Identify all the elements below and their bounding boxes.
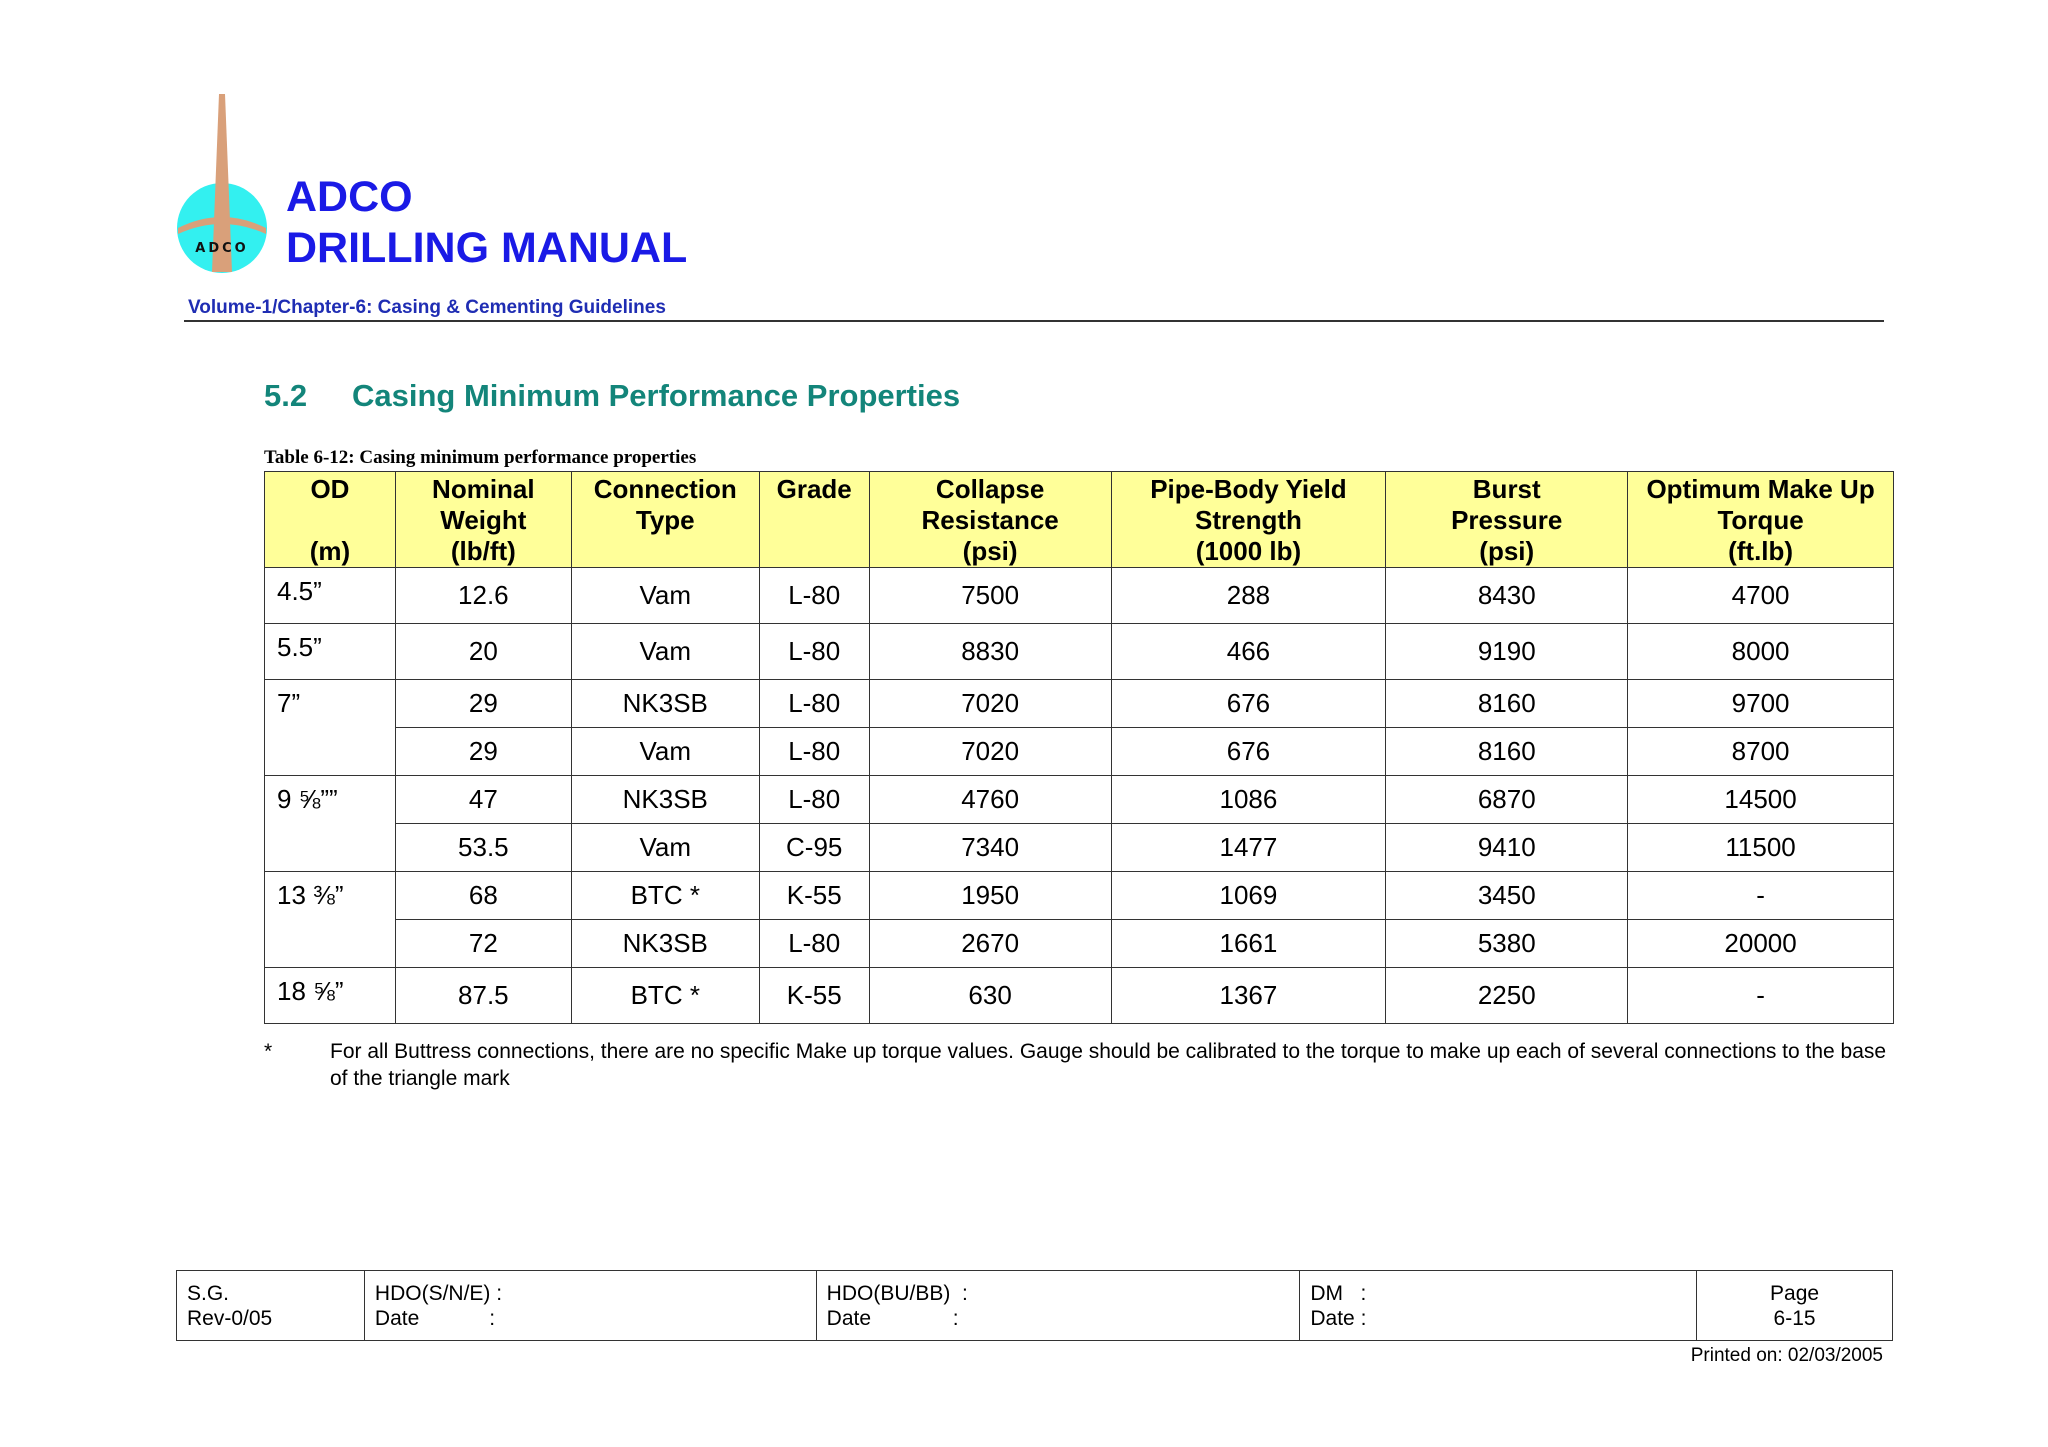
table-row: [265, 776, 1894, 824]
cell-od: 9 ⅝””: [265, 776, 396, 872]
cell-torque: 9700: [1628, 680, 1894, 728]
cell-burst: 8160: [1386, 680, 1628, 728]
table-row: [265, 680, 1894, 728]
col-header-burst: Burst Pressure (psi): [1386, 472, 1628, 568]
cell-grade: L-80: [759, 624, 869, 680]
cell-connection: Vam: [571, 624, 759, 680]
cell-yield: 288: [1111, 568, 1386, 624]
table-row: [265, 872, 1894, 920]
cell-od: 5.5”: [265, 624, 396, 680]
col-header-grade: Grade: [759, 472, 869, 568]
table-caption: Table 6-12: Casing minimum performance properties: [264, 447, 697, 468]
cell-yield: 1367: [1111, 968, 1386, 1024]
cell-weight: 72: [395, 920, 571, 968]
section-heading: [264, 378, 960, 414]
cell-weight: 68: [395, 872, 571, 920]
cell-weight: 87.5: [395, 968, 571, 1024]
manual-title: [286, 172, 687, 274]
cell-collapse: 2670: [869, 920, 1111, 968]
col-header-collapse: Collapse Resistance (psi): [869, 472, 1111, 568]
cell-torque: -: [1628, 872, 1894, 920]
header-row: [265, 472, 1894, 568]
cell-connection: Vam: [571, 824, 759, 872]
table-row: [265, 920, 1894, 968]
brand-line-2: DRILLING MANUAL: [286, 224, 688, 272]
table-row: [265, 968, 1894, 1024]
footnote-text: For all Buttress connections, there are no specific Make up torque values. Gauge should be calibrated to the torque to make up each of several connections to the base of the triangle mark: [330, 1040, 1887, 1090]
adco-logo-icon: [176, 94, 272, 276]
cell-yield: 676: [1111, 728, 1386, 776]
cell-collapse: 7500: [869, 568, 1111, 624]
cell-weight: 29: [395, 680, 571, 728]
cell-collapse: 4760: [869, 776, 1111, 824]
cell-grade: C-95: [759, 824, 869, 872]
cell-connection: BTC *: [571, 968, 759, 1024]
cell-torque: -: [1628, 968, 1894, 1024]
cell-od: 18 ⅝”: [265, 968, 396, 1024]
header-divider: [184, 320, 1884, 322]
cell-od: 7”: [265, 680, 396, 776]
cell-connection: NK3SB: [571, 776, 759, 824]
footer-dm-cell: DM : Date :: [1300, 1271, 1697, 1341]
cell-grade: L-80: [759, 568, 869, 624]
footer-hdo-sne-cell: HDO(S/N/E) : Date :: [364, 1271, 816, 1341]
col-header-weight: Nominal Weight (lb/ft): [395, 472, 571, 568]
cell-collapse: 8830: [869, 624, 1111, 680]
cell-connection: NK3SB: [571, 680, 759, 728]
cell-yield: 1477: [1111, 824, 1386, 872]
cell-collapse: 7020: [869, 680, 1111, 728]
footer-page-cell: Page 6-15: [1697, 1271, 1893, 1341]
cell-burst: 5380: [1386, 920, 1628, 968]
cell-grade: K-55: [759, 968, 869, 1024]
cell-grade: L-80: [759, 728, 869, 776]
chapter-subtitle: Volume-1/Chapter-6: Casing & Cementing Guidelines: [188, 297, 666, 318]
cell-weight: 53.5: [395, 824, 571, 872]
cell-torque: 4700: [1628, 568, 1894, 624]
footer-hdo-bubb-cell: HDO(BU/BB) : Date :: [816, 1271, 1300, 1341]
cell-grade: L-80: [759, 680, 869, 728]
cell-torque: 20000: [1628, 920, 1894, 968]
cell-burst: 8430: [1386, 568, 1628, 624]
section-number: 5.2: [264, 378, 308, 413]
footer-revision-cell: S.G. Rev-0/05: [177, 1271, 365, 1341]
cell-connection: BTC *: [571, 872, 759, 920]
cell-weight: 29: [395, 728, 571, 776]
cell-yield: 676: [1111, 680, 1386, 728]
col-header-connection: Connection Type: [571, 472, 759, 568]
cell-torque: 11500: [1628, 824, 1894, 872]
cell-yield: 466: [1111, 624, 1386, 680]
footnote: [264, 1038, 1889, 1092]
cell-yield: 1661: [1111, 920, 1386, 968]
cell-burst: 8160: [1386, 728, 1628, 776]
printed-date: Printed on: 02/03/2005: [1690, 1345, 1883, 1366]
cell-weight: 12.6: [395, 568, 571, 624]
table-row: [265, 624, 1894, 680]
cell-burst: 9410: [1386, 824, 1628, 872]
table-row: [265, 824, 1894, 872]
cell-yield: 1069: [1111, 872, 1386, 920]
casing-properties-table: [264, 471, 1894, 1024]
cell-burst: 9190: [1386, 624, 1628, 680]
col-header-yield: Pipe-Body Yield Strength (1000 lb): [1111, 472, 1386, 568]
cell-grade: K-55: [759, 872, 869, 920]
brand-line-1: ADCO: [286, 173, 413, 221]
cell-weight: 20: [395, 624, 571, 680]
cell-connection: NK3SB: [571, 920, 759, 968]
cell-burst: 2250: [1386, 968, 1628, 1024]
cell-grade: L-80: [759, 920, 869, 968]
cell-grade: L-80: [759, 776, 869, 824]
cell-od: 4.5”: [265, 568, 396, 624]
cell-collapse: 7340: [869, 824, 1111, 872]
cell-connection: Vam: [571, 568, 759, 624]
col-header-torque: Optimum Make Up Torque (ft.lb): [1628, 472, 1894, 568]
cell-weight: 47: [395, 776, 571, 824]
cell-collapse: 1950: [869, 872, 1111, 920]
table-row: [265, 728, 1894, 776]
footnote-marker: *: [264, 1040, 273, 1063]
col-header-od: OD (m): [265, 472, 396, 568]
cell-torque: 8000: [1628, 624, 1894, 680]
table-row: [265, 568, 1894, 624]
cell-burst: 3450: [1386, 872, 1628, 920]
cell-od: 13 ⅜”: [265, 872, 396, 968]
cell-torque: 14500: [1628, 776, 1894, 824]
svg-text:ADCO: ADCO: [195, 241, 249, 256]
cell-torque: 8700: [1628, 728, 1894, 776]
cell-collapse: 7020: [869, 728, 1111, 776]
cell-collapse: 630: [869, 968, 1111, 1024]
cell-yield: 1086: [1111, 776, 1386, 824]
section-title: Casing Minimum Performance Properties: [352, 378, 961, 413]
cell-burst: 6870: [1386, 776, 1628, 824]
cell-connection: Vam: [571, 728, 759, 776]
footer-approval-table: [176, 1270, 1893, 1341]
